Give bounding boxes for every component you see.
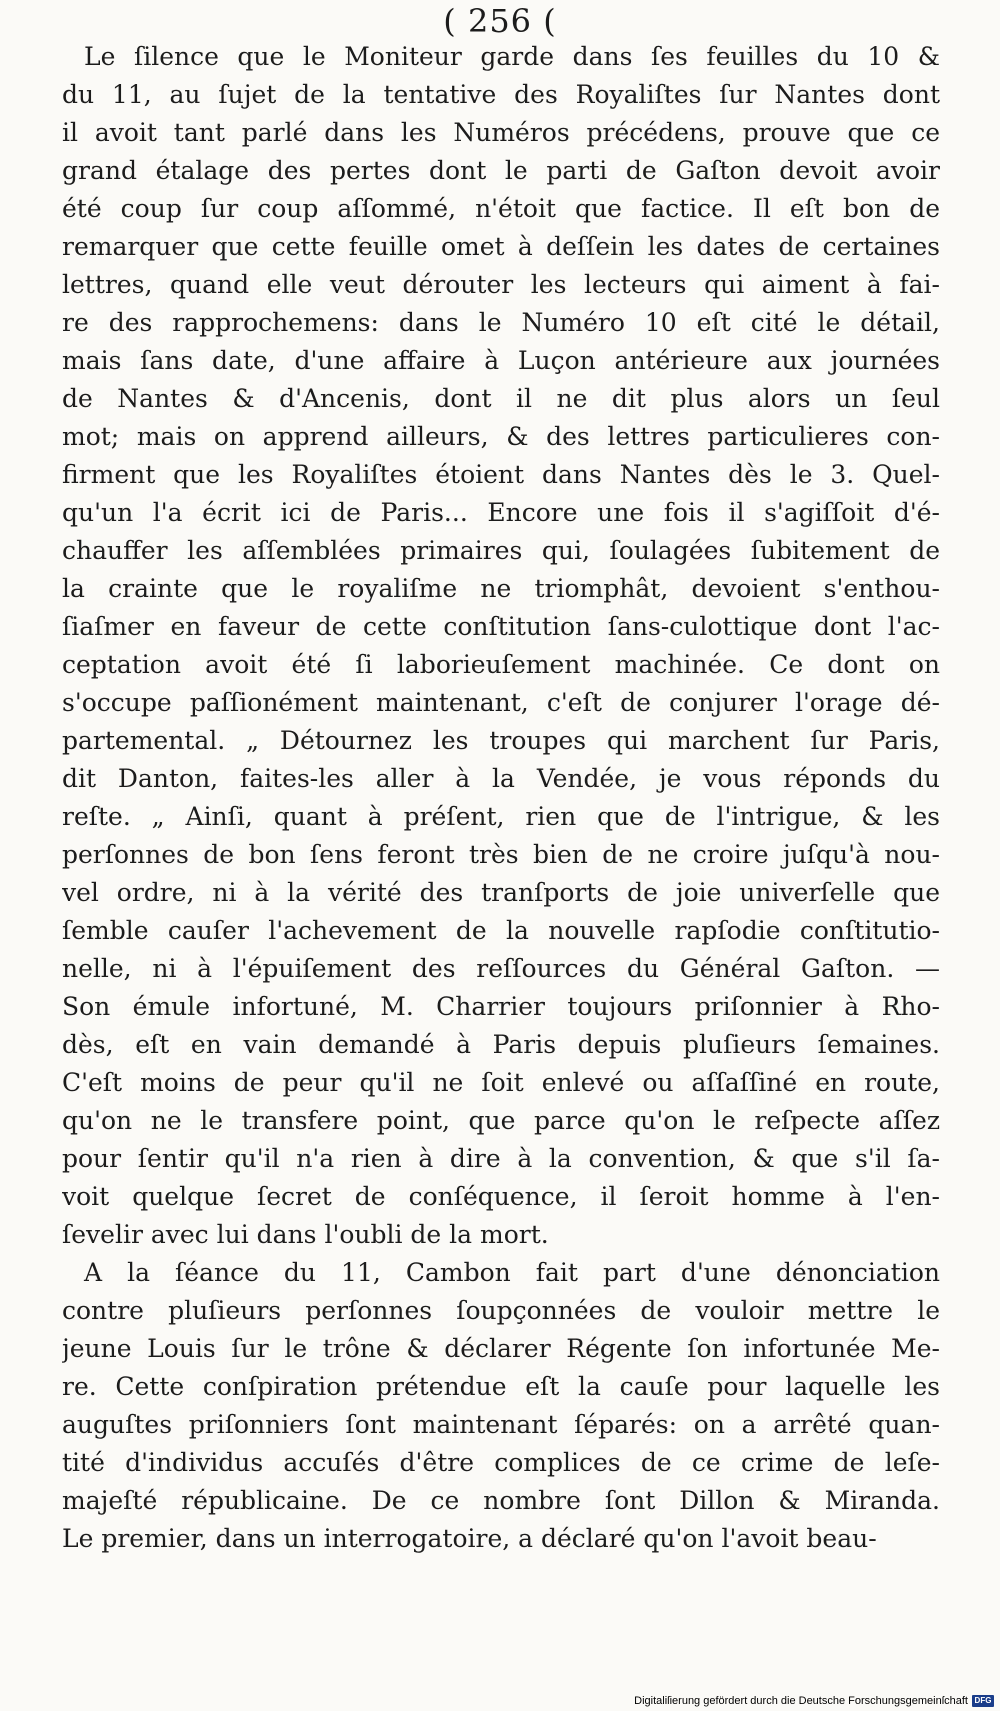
text-line: qu'on ne le transfere point, que parce qu'on le reſpecte aſſez bbox=[62, 1106, 940, 1135]
text-line: re. Cette conſpiration prétendue eſt la cauſe pour laquelle les bbox=[62, 1372, 940, 1401]
text-line: du 11, au ſujet de la tentative des Royaliſtes ſur Nantes dont bbox=[62, 80, 940, 109]
text-line: nelle, ni à l'épuiſement des reſſources du Général Gaſton. — bbox=[62, 954, 940, 983]
text-line: firment que les Royaliſtes étoient dans Nantes dès le 3. Quel- bbox=[62, 460, 940, 489]
text-line: lettres, quand elle veut dérouter les lecteurs qui aiment à fai- bbox=[62, 270, 940, 299]
text-line: majeſté républicaine. De ce nombre ſont Dillon & Miranda. bbox=[62, 1486, 940, 1515]
paragraph-2 bbox=[62, 1254, 940, 1558]
text-line: vel ordre, ni à la vérité des tranſports de joie univerſelle que bbox=[62, 878, 940, 907]
text-line: voit quelque ſecret de conſéquence, il ſeroit homme à l'en- bbox=[62, 1182, 940, 1211]
text-line: dès, eſt en vain demandé à Paris depuis pluſieurs ſemaines. bbox=[62, 1030, 940, 1059]
text-line: perſonnes de bon ſens feront très bien de ne croire juſqu'à nou- bbox=[62, 840, 940, 869]
text-line: remarquer que cette feuille omet à deſſein les dates de certaines bbox=[62, 232, 940, 261]
text-line: dit Danton, faites-les aller à la Vendée, je vous réponds du bbox=[62, 764, 940, 793]
text-line: pour ſentir qu'il n'a rien à dire à la convention, & que s'il ſa- bbox=[62, 1144, 940, 1173]
text-line: mais ſans date, d'une affaire à Luçon antérieure aux journées bbox=[62, 346, 940, 375]
text-line: A la ſéance du 11, Cambon fait part d'une dénonciation bbox=[84, 1258, 940, 1287]
text-line: grand étalage des pertes dont le parti de Gaſton devoit avoir bbox=[62, 156, 940, 185]
text-line: s'occupe paſſionément maintenant, c'eſt de conjurer l'orage dé- bbox=[62, 688, 940, 717]
text-line: chauffer les aſſemblées primaires qui, ſoulagées ſubitement de bbox=[62, 536, 940, 565]
page-header bbox=[0, 0, 1000, 40]
text-line: la crainte que le royaliſme ne triomphât, devoient s'enthou- bbox=[62, 574, 940, 603]
text-line: contre pluſieurs perſonnes ſoupçonnées de vouloir mettre le bbox=[62, 1296, 940, 1325]
digitization-credit bbox=[634, 1695, 994, 1707]
text-line: été coup ſur coup aſſommé, n'étoit que factice. Il eſt bon de bbox=[62, 194, 940, 223]
text-line: ſevelir avec lui dans l'oubli de la mort. bbox=[62, 1220, 549, 1249]
text-line: C'eſt moins de peur qu'il ne ſoit enlevé ou aſſaſſiné en route, bbox=[62, 1068, 940, 1097]
credit-text: Digitaliſierung gefördert durch die Deutsche Forschungsgemeinſchaft bbox=[634, 1695, 968, 1707]
text-line: qu'un l'a écrit ici de Paris... Encore une fois il s'agiſſoit d'é- bbox=[62, 498, 940, 527]
text-line: partemental. „ Détournez les troupes qui marchent ſur Paris, bbox=[62, 726, 940, 755]
text-line: ſemble cauſer l'achevement de la nouvelle rapſodie conſtitutio- bbox=[62, 916, 940, 945]
dfg-logo-icon: DFG bbox=[972, 1695, 994, 1707]
text-line: il avoit tant parlé dans les Numéros précédens, prouve que ce bbox=[62, 118, 940, 147]
text-line: ceptation avoit été ſi laborieuſement machinée. Ce dont on bbox=[62, 650, 940, 679]
text-line: tité d'individus accuſés d'être complices de ce crime de leſe- bbox=[62, 1448, 940, 1477]
text-line: Le premier, dans un interrogatoire, a déclaré qu'on l'avoit beau- bbox=[62, 1524, 877, 1553]
text-line: re des rapprochemens: dans le Numéro 10 eſt cité le détail, bbox=[62, 308, 940, 337]
text-line: ſiaſmer en faveur de cette conſtitution ſans-culottique dont l'ac- bbox=[62, 612, 940, 641]
text-line: mot; mais on apprend ailleurs, & des lettres particulieres con- bbox=[62, 422, 940, 451]
page-number: ( 256 ( bbox=[443, 2, 557, 40]
text-line: auguſtes priſonniers ſont maintenant ſéparés: on a arrêté quan- bbox=[62, 1410, 940, 1439]
text-line: Son émule infortuné, M. Charrier toujours priſonnier à Rho- bbox=[62, 992, 940, 1021]
text-line: de Nantes & d'Ancenis, dont il ne dit plus alors un ſeul bbox=[62, 384, 940, 413]
text-line: reſte. „ Ainſi, quant à préſent, rien que de l'intrigue, & les bbox=[62, 802, 940, 831]
paragraph-1 bbox=[62, 38, 940, 1254]
text-line: jeune Louis ſur le trône & déclarer Régente ſon infortunée Me- bbox=[62, 1334, 940, 1363]
text-line: Le ſilence que le Moniteur garde dans ſes feuilles du 10 & bbox=[84, 42, 940, 71]
body-text bbox=[62, 38, 940, 1558]
